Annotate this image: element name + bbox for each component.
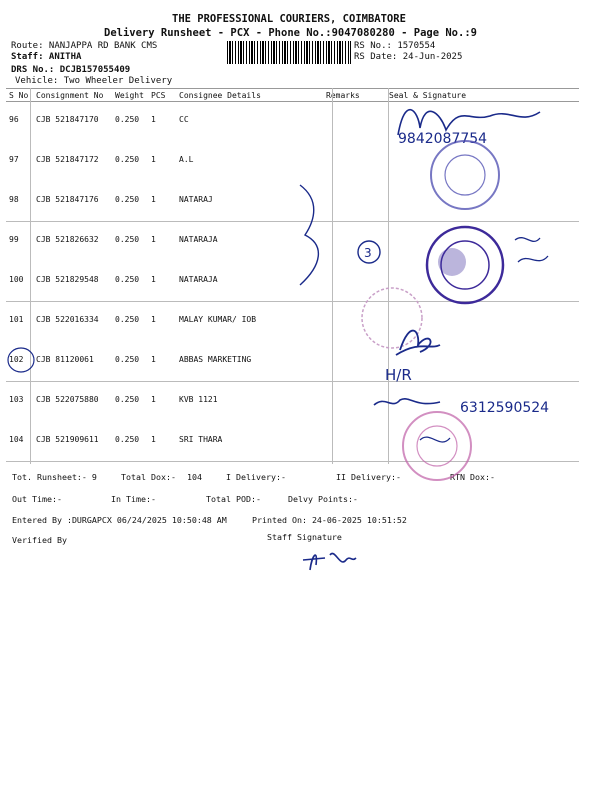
col-weight: Weight: [112, 89, 148, 102]
verified-by: Verified By: [12, 535, 67, 545]
cell-consignment: CJB 521847176: [33, 182, 112, 222]
signature-scribble: [420, 437, 450, 442]
in-time: In Time:-: [111, 494, 156, 504]
cell-sno: 96: [9, 115, 19, 124]
cell-pcs: 1: [148, 182, 176, 222]
cell-pcs: 1: [148, 262, 176, 302]
rtn-dox: RTN Dox:-: [450, 472, 495, 482]
cell-pcs: 1: [151, 115, 156, 124]
cell-consignee: MALAY KUMAR/ IOB: [179, 315, 257, 324]
rs-date: RS Date: 24-Jun-2025: [354, 52, 463, 62]
total-dox-value: 104: [187, 472, 202, 482]
circled-row-number: [8, 348, 34, 372]
handwritten-phone-2: 6312590524: [460, 400, 550, 416]
signature-scribble: [374, 399, 440, 405]
col-consignment: Consignment No: [33, 89, 112, 102]
printed-on: Printed On: 24-06-2025 10:51:52: [252, 515, 407, 525]
cell-weight: 0.250: [115, 115, 140, 124]
cell-consignment: CJB 521826632: [36, 235, 99, 244]
cell-consignment: CJB 521847172: [36, 154, 99, 164]
total-dox-label: Total Dox:-: [121, 472, 176, 482]
col-consignee: Consignee Details: [176, 89, 323, 102]
bracket-scribble: [300, 185, 318, 285]
handwritten-hr: H/R: [385, 366, 412, 384]
cell-pcs: 1: [148, 342, 176, 382]
out-time: Out Time:-: [12, 494, 62, 504]
vehicle-label: Vehicle: Two Wheeler Delivery: [15, 76, 173, 86]
company-name: THE PROFESSIONAL COURIERS, COIMBATORE: [172, 13, 406, 25]
tot-runsheet: Tot. Runsheet:- 9: [12, 472, 97, 482]
ii-delivery: II Delivery:-: [336, 472, 401, 482]
cell-sno: 100: [6, 262, 33, 302]
cell-weight: 0.250: [112, 422, 148, 462]
cell-consignment: CJB 81120061: [33, 342, 112, 382]
cell-sno: 102: [6, 342, 33, 382]
cell-weight: 0.250: [112, 182, 148, 222]
faint-stamp: [362, 288, 422, 348]
col-pcs: PCS: [148, 89, 176, 102]
delvy-points: Delvy Points:-: [288, 494, 358, 504]
cell-pcs: 1: [148, 422, 176, 462]
cell-pcs: 1: [151, 315, 156, 324]
cell-sno: 101: [9, 315, 24, 324]
cell-consignment: CJB 521829548: [33, 262, 112, 302]
cell-consignee: NATARAJA: [176, 262, 323, 302]
entered-by: Entered By :DURGAPCX 06/24/2025 10:50:48 AM: [12, 515, 227, 525]
cell-sno: 97: [9, 154, 19, 164]
cell-pcs: 1: [151, 235, 156, 244]
cell-weight: 0.250: [115, 395, 140, 404]
cell-consignment: CJB 522016334: [36, 315, 99, 324]
cell-consignment: CJB 521909611: [33, 422, 112, 462]
cell-sno: 99: [9, 235, 19, 244]
cell-weight: 0.250: [112, 262, 148, 302]
cell-pcs: 1: [151, 395, 156, 404]
cell-weight: 0.250: [115, 315, 140, 324]
cell-sno: 98: [6, 182, 33, 222]
runsheet-subtitle: Delivery Runsheet - PCX - Phone No.:9047080280 - Page No.:9: [104, 27, 477, 39]
col-sno: S No: [6, 89, 33, 102]
cell-weight: 0.250: [115, 235, 140, 244]
staff-signature-label: Staff Signature: [267, 532, 342, 542]
cell-sno: 103: [9, 395, 24, 404]
signature-scribble: [396, 331, 440, 355]
rs-number: RS No.: 1570554: [354, 41, 436, 51]
cell-pcs: 1: [151, 154, 156, 164]
company-stamp: [431, 141, 499, 209]
col-remarks: Remarks: [323, 89, 379, 102]
handwritten-phone: 9842087754: [398, 131, 488, 147]
cell-sno: 104: [6, 422, 33, 462]
circled-count-text: 3: [364, 246, 372, 260]
cell-consignee: SRI THARA: [176, 422, 323, 462]
i-delivery: I Delivery:-: [226, 472, 286, 482]
cell-consignment: CJB 521847170: [36, 115, 99, 124]
round-seal-stamp: [427, 227, 503, 303]
cell-consignee: NATARAJ: [176, 182, 323, 222]
cell-consignment: CJB 522075880: [36, 395, 99, 404]
cell-weight: 0.250: [115, 154, 140, 164]
col-seal-signature: Seal & Signature: [379, 89, 579, 102]
route-label: Route: NANJAPPA RD BANK CMS: [11, 41, 158, 51]
pink-seal-stamp: [403, 412, 471, 480]
cell-consignee: NATARAJA: [179, 235, 218, 244]
cell-consignee: CC: [179, 115, 189, 124]
staff-label: Staff: ANITHA: [11, 52, 82, 62]
cell-consignee: ABBAS MARKETING: [176, 342, 323, 382]
drs-number: DRS No.: DCJB157055409: [11, 65, 131, 75]
cell-consignee: KVB 1121: [179, 395, 218, 404]
cell-consignee: A.L: [179, 154, 194, 164]
staff-signature-scribble: [303, 553, 356, 570]
cell-weight: 0.250: [112, 342, 148, 382]
total-pod: Total POD:-: [206, 494, 261, 504]
signature-scribble: [515, 238, 548, 262]
